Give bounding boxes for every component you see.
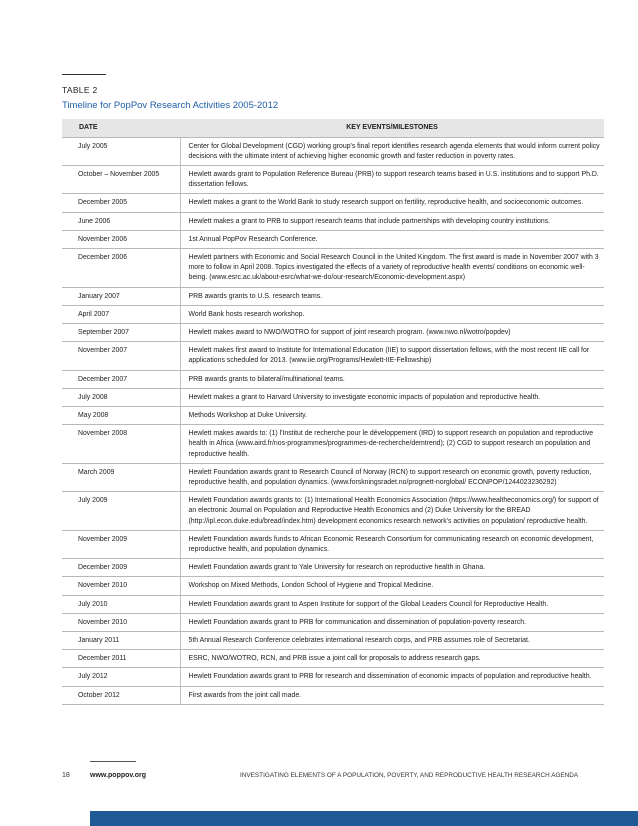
row-date: November 2006: [62, 230, 180, 248]
table-label: TABLE 2: [62, 85, 98, 95]
row-event: PRB awards grants to bilateral/multinational teams.: [180, 370, 604, 388]
row-event: Methods Workshop at Duke University.: [180, 406, 604, 424]
row-date: December 2011: [62, 650, 180, 668]
table-row: [62, 388, 604, 406]
row-event: First awards from the joint call made.: [180, 686, 604, 704]
website-link[interactable]: www.poppov.org: [90, 772, 146, 779]
running-title: INVESTIGATING ELEMENTS OF A POPULATION, POVERTY, AND REPRODUCTIVE HEALTH RESEARCH AGENDA: [240, 772, 579, 779]
row-event: Hewlett Foundation awards grants to: (1) International Health Economics Association (https://www.healtheconomics.org/) for support of an electronic Journal on Population and Reproductive Health Economics and (2) Duke University for the BREAD (http://ipl.econ.duke.edu/bread/index.htm) development economics research network's activities on population/ reproductive health.: [180, 492, 604, 531]
table-row: [62, 165, 604, 193]
row-date: April 2007: [62, 305, 180, 323]
row-event: PRB awards grants to U.S. research teams.: [180, 287, 604, 305]
row-date: September 2007: [62, 323, 180, 341]
row-date: July 2010: [62, 595, 180, 613]
row-date: December 2009: [62, 559, 180, 577]
row-event: 5th Annual Research Conference celebrates international research corps, and PRB assumes role of Secretariat.: [180, 632, 604, 650]
row-date: January 2011: [62, 632, 180, 650]
table-row: [62, 248, 604, 287]
table-row: [62, 230, 604, 248]
timeline-rows: [62, 137, 604, 704]
table-row: [62, 137, 604, 165]
table-row: [62, 686, 604, 704]
row-date: January 2007: [62, 287, 180, 305]
table-row: [62, 577, 604, 595]
row-date: July 2008: [62, 388, 180, 406]
row-event: World Bank hosts research workshop.: [180, 305, 604, 323]
row-event: Hewlett Foundation awards grant to Yale University for research on reproductive health in Ghana.: [180, 559, 604, 577]
table-row: [62, 559, 604, 577]
page-number: 18: [62, 772, 70, 779]
row-date: December 2005: [62, 194, 180, 212]
row-date: October – November 2005: [62, 165, 180, 193]
row-date: June 2006: [62, 212, 180, 230]
table-row: [62, 492, 604, 531]
events-column-header: KEY EVENTS/MILESTONES: [180, 119, 604, 137]
row-date: December 2007: [62, 370, 180, 388]
row-date: December 2006: [62, 248, 180, 287]
table-row: [62, 194, 604, 212]
table-row: [62, 668, 604, 686]
row-date: November 2009: [62, 530, 180, 558]
row-date: November 2008: [62, 425, 180, 464]
row-event: Hewlett makes awards to: (1) l'Institut de recherche pour le développement (IRD) to support research on population and reproductive health in Africa (www.aird.fr/nos-programmes/programmes-de-recherche/demtrend); (2) CGD to support research on population and reproductive health.: [180, 425, 604, 464]
row-date: July 2012: [62, 668, 180, 686]
row-date: July 2009: [62, 492, 180, 531]
table-row: [62, 530, 604, 558]
table-row: [62, 595, 604, 613]
row-event: ESRC, NWO/WOTRO, RCN, and PRB issue a joint call for proposals to address research gaps.: [180, 650, 604, 668]
row-event: Hewlett makes a grant to PRB to support research teams that include partnerships with developing country institutions.: [180, 212, 604, 230]
footer-rule: [90, 761, 136, 762]
table-row: [62, 613, 604, 631]
bottom-color-band: [90, 811, 638, 826]
row-event: Hewlett partners with Economic and Social Research Council in the United Kingdom. The first award is made in November 2007 with 3 more to follow in April 2008. Topics investigated the effects of a variety of reproductive health events/ conditions on economic well-being. (www.esrc.ac.uk/about-esrc/what-we-do/our-research/Economic-development.aspx): [180, 248, 604, 287]
table-row: [62, 650, 604, 668]
row-event: Hewlett awards grant to Population Reference Bureau (PRB) to support research teams based in U.S. institutions and to support Ph.D. dissertation fellows.: [180, 165, 604, 193]
row-event: Hewlett Foundation awards funds to African Economic Research Consortium for communicating research on economic development, reproductive health, and population dynamics.: [180, 530, 604, 558]
table-row: [62, 406, 604, 424]
row-event: 1st Annual PopPov Research Conference.: [180, 230, 604, 248]
table-row: [62, 425, 604, 464]
table-row: [62, 212, 604, 230]
timeline-table: [62, 119, 604, 705]
row-date: July 2005: [62, 137, 180, 165]
row-event: Hewlett Foundation awards grant to Research Council of Norway (RCN) to support research on economic growth, poverty reduction, reproductive health, and population dynamics. (www.forskningsradet.no/prognett-norglobal/ ECONPOP/1244023236292): [180, 463, 604, 491]
row-date: May 2008: [62, 406, 180, 424]
row-event: Hewlett Foundation awards grant to PRB for research and dissemination of economic impacts of population and reproductive health.: [180, 668, 604, 686]
table-row: [62, 632, 604, 650]
row-event: Hewlett makes a grant to the World Bank to study research support on fertility, reproductive health, and socioeconomic outcomes.: [180, 194, 604, 212]
row-event: Hewlett Foundation awards grant to Aspen Institute for support of the Global Leaders Council for Reproductive Health.: [180, 595, 604, 613]
row-date: October 2012: [62, 686, 180, 704]
row-event: Hewlett Foundation awards grant to PRB for communication and dissemination of population-poverty research.: [180, 613, 604, 631]
row-date: November 2010: [62, 613, 180, 631]
table-row: [62, 463, 604, 491]
row-event: Hewlett makes award to NWO/WOTRO for support of joint research program. (www.nwo.nl/wotro/popdev): [180, 323, 604, 341]
row-event: Workshop on Mixed Methods, London School of Hygiene and Tropical Medicine.: [180, 577, 604, 595]
row-date: November 2007: [62, 342, 180, 370]
row-event: Hewlett makes first award to Institute for International Education (IIE) to support dissertation fellows, with the most recent IIE call for applications scheduled for 2013. (www.iie.org/Programs/Hewlett-IIE-Fellowship): [180, 342, 604, 370]
table-title: Timeline for PopPov Research Activities 2005-2012: [62, 100, 279, 111]
table-header-row: [62, 119, 604, 137]
top-rule: [62, 74, 106, 75]
row-date: March 2009: [62, 463, 180, 491]
row-event: Center for Global Development (CGD) working group's final report identifies research agenda elements that would inform current policy decisions with the ultimate intent of achieving higher economic growth and faster reduction in poverty rates.: [180, 137, 604, 165]
table-row: [62, 287, 604, 305]
table-row: [62, 305, 604, 323]
table-row: [62, 342, 604, 370]
row-event: Hewlett makes a grant to Harvard University to investigate economic impacts of population and reproductive health.: [180, 388, 604, 406]
row-date: November 2010: [62, 577, 180, 595]
date-column-header: DATE: [62, 119, 180, 137]
table-row: [62, 370, 604, 388]
table-row: [62, 323, 604, 341]
